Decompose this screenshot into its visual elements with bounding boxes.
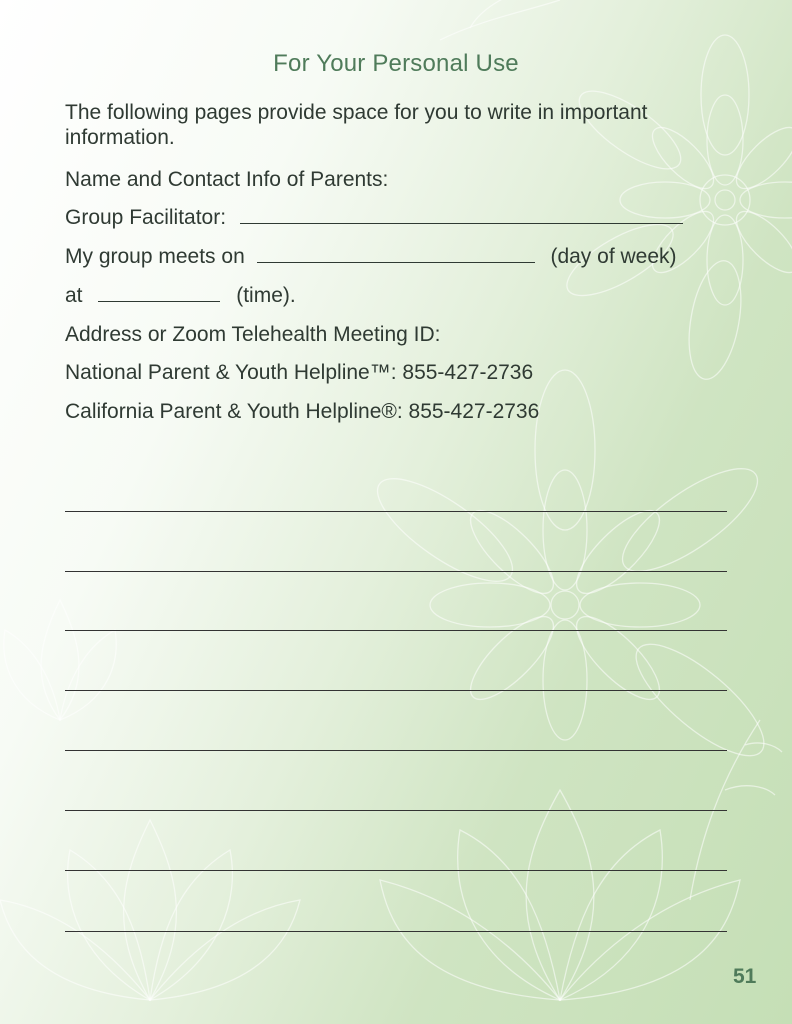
lotus-flower-bottom-right bbox=[380, 790, 740, 1000]
address-line bbox=[65, 322, 440, 348]
address-label: Address or Zoom Telehealth Meeting ID: bbox=[65, 323, 441, 346]
parents-contact-line bbox=[65, 167, 388, 193]
meeting-day-line bbox=[65, 244, 677, 270]
meeting-time-blank[interactable] bbox=[98, 283, 220, 302]
writing-line[interactable] bbox=[65, 931, 727, 932]
writing-line[interactable] bbox=[65, 690, 727, 691]
meeting-day-blank[interactable] bbox=[257, 244, 535, 263]
intro-paragraph: The following pages provide space for you to write in important information. bbox=[65, 101, 648, 149]
page-title: For Your Personal Use bbox=[273, 50, 519, 77]
writing-line[interactable] bbox=[65, 750, 727, 751]
meeting-time-line bbox=[65, 283, 296, 309]
page-number: 51 bbox=[733, 965, 757, 988]
meets-on-label: My group meets on bbox=[65, 245, 245, 268]
writing-line[interactable] bbox=[65, 571, 727, 572]
facilitator-label: Group Facilitator: bbox=[65, 206, 227, 229]
facilitator-blank[interactable] bbox=[240, 205, 683, 224]
california-helpline-text: California Parent & Youth Helpline®: 855-427-2736 bbox=[65, 400, 540, 423]
day-of-week-label: (day of week) bbox=[550, 245, 677, 268]
writing-line[interactable] bbox=[65, 870, 727, 871]
writing-line[interactable] bbox=[65, 630, 727, 631]
parents-contact-label: Name and Contact Info of Parents: bbox=[65, 168, 389, 191]
at-label: at bbox=[65, 284, 83, 307]
time-label: (time). bbox=[236, 284, 296, 307]
facilitator-line bbox=[65, 205, 683, 231]
writing-line[interactable] bbox=[65, 511, 727, 512]
national-helpline-text: National Parent & Youth Helpline™: 855-427-2736 bbox=[65, 361, 534, 384]
national-helpline-line bbox=[65, 360, 533, 386]
writing-line[interactable] bbox=[65, 810, 727, 811]
lotus-flower-bottom-left bbox=[0, 600, 300, 1000]
california-helpline-line bbox=[65, 399, 539, 425]
